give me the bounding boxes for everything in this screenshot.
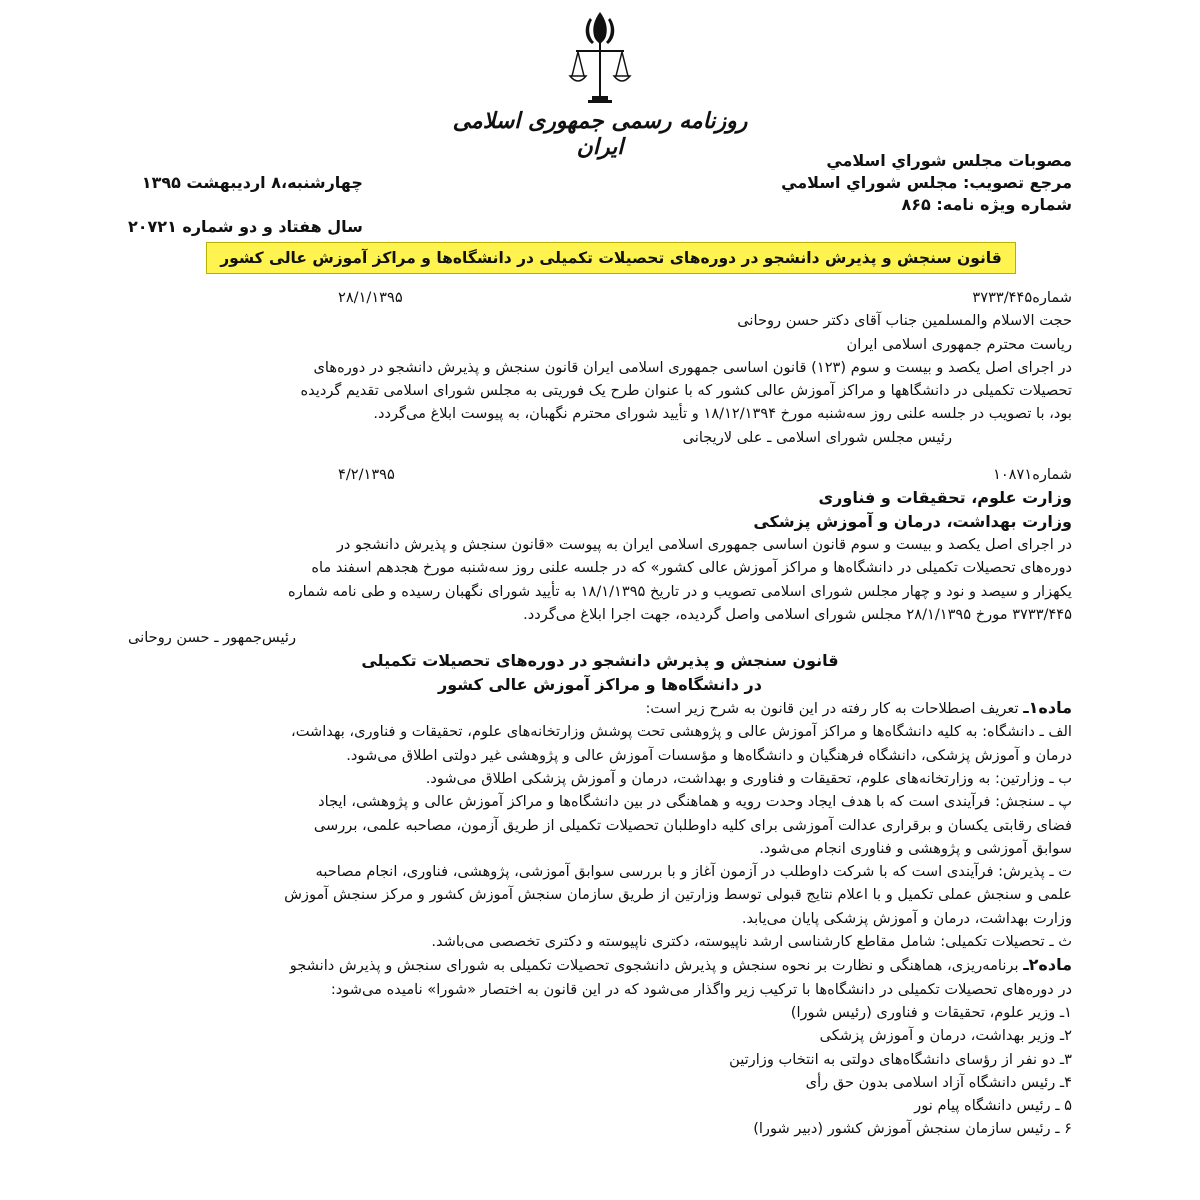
list-item: ۲ـ وزیر بهداشت، درمان و آموزش پزشکی <box>819 1027 1072 1045</box>
highlighted-law-title: قانون سنجش و پذیرش دانشجو در دوره‌های تحصیلات تکمیلی در دانشگاه‌ها و مراکز آموزش عالی کشور <box>206 242 1016 274</box>
year-issue-number: سال هفتاد و دو شماره ۲۰۷۲۱ <box>128 217 363 236</box>
article-2-intro: برنامه‌ریزی، هماهنگی و نظارت بر نحوه سنجش و پذیرش دانشجوی تحصیلات تکمیلی به شورای سنجش و پذیرش دانشجو <box>289 957 1024 975</box>
list-item: ۶ ـ رئیس سازمان سنجش آموزش کشور (دبیر شورا) <box>753 1120 1072 1138</box>
recipient: وزارت علوم، تحقیقات و فناوری <box>818 488 1072 508</box>
body-line: بود، با تصویب در جلسه علنی روز سه‌شنبه مورخ ۱۸/۱۲/۱۳۹۴ و تأیید شورای محترم نگهبان، به پیوست ابلاغ می‌گردد. <box>373 405 1072 423</box>
body-line: ب ـ وزارتین: به وزارتخانه‌های علوم، تحقیقات و فناوری و بهداشت، درمان و آموزش پزشکی اطلاق می‌شود. <box>425 769 1072 787</box>
body-line: ت ـ پذیرش: فرآیندی است که با شرکت داوطلب در آزمون آغاز و با بررسی سوابق آموزشی، پژوهشی، فناوری، انجام مصاحبه <box>315 863 1072 881</box>
body-line: در اجرای اصل یکصد و بیست و سوم (۱۲۳) قانون اساسی جمهوری اسلامی ایران قانون سنجش و پذیرش دانشجو در دوره‌های <box>313 358 1072 376</box>
body-line: ریاست محترم جمهوری اسلامی ایران <box>846 335 1072 353</box>
letter1-date: ۲۸/۱/۱۳۹۵ <box>338 289 403 306</box>
body-line: یکهزار و سیصد و نود و چهار مجلس شورای اسلامی تصویب و در تاریخ ۱۸/۱/۱۳۹۵ به تأیید شورای نگهبان رسیده و طی نامه شماره <box>287 582 1072 600</box>
list-item: ۵ ـ رئیس دانشگاه پیام نور <box>914 1097 1072 1115</box>
iran-emblem-scales-icon <box>568 10 632 110</box>
list-item: ۴ـ رئیس دانشگاه آزاد اسلامی بدون حق رأی <box>805 1073 1072 1091</box>
body-line: علمی و سنجش عملی تکمیل و با اعلام نتایج قبولی توسط وزارتین از طریق سازمان سنجش آموزش کشور و مرکز سنجش آموزش <box>284 886 1072 904</box>
document-body <box>128 286 1072 1141</box>
header-line: مصوبات مجلس شوراي اسلامي <box>826 151 1072 170</box>
body-line: پ ـ سنجش: فرآیندی است که با هدف ایجاد وحدت رویه و هماهنگی در بین دانشگاه‌ها و مراکز آموزش عالی و پژوهشی، ایجاد <box>318 793 1072 811</box>
article-2-label: ماده۲ـ <box>1023 955 1072 975</box>
letter1-signature: رئیس مجلس شورای اسلامی ـ علی لاریجانی <box>682 428 952 446</box>
letter2-number-row <box>128 463 1072 486</box>
law-title: قانون سنجش و پذیرش دانشجو در دوره‌های تحصیلات تکمیلی <box>361 651 839 671</box>
body-line: وزارت بهداشت، درمان و آموزش پزشکی پایان می‌یابد. <box>741 909 1072 927</box>
body-line: حجت الاسلام والمسلمین جناب آقای دکتر حسن روحانی <box>737 312 1072 330</box>
header-line: شماره ویژه نامه: ۸۶۵ <box>901 195 1072 214</box>
letter2-date: ۴/۲/۱۳۹۵ <box>338 466 395 484</box>
letter1-number-row <box>128 286 1072 309</box>
article-1-label: ماده۱ـ <box>1023 698 1072 718</box>
body-line: ۳۷۳۳/۴۴۵ مورخ ۲۸/۱/۱۳۹۵ مجلس شورای اسلامی واصل گردیده، جهت اجرا ابلاغ می‌گردد. <box>523 605 1072 623</box>
article-1-intro: تعریف اصطلاحات به کار رفته در این قانون به شرح زیر است: <box>645 700 1024 718</box>
body-line: فضای رقابتی یکسان و برقراری عدالت آموزشی برای کلیه داوطلبان تحصیلات تکمیلی از طریق آزمون، مصاحبه علمی، بررسی <box>313 816 1072 834</box>
law-title: در دانشگاه‌ها و مراکز آموزش عالی کشور <box>438 674 762 694</box>
body-line: ث ـ تحصیلات تکمیلی: شامل مقاطع کارشناسی ارشد ناپیوسته، دکتری ناپیوسته و دکتری تخصصی می‌باشد. <box>431 933 1072 951</box>
list-item: ۳ـ دو نفر از رؤسای دانشگاه‌های دولتی به انتخاب وزارتین <box>729 1050 1072 1068</box>
header-line: مرجع تصویب: مجلس شوراي اسلامي <box>781 173 1072 192</box>
header-left <box>128 150 363 238</box>
body-line: تحصیلات تکمیلی در دانشگاهها و مراکز آموزش عالی کشور که با عنوان طرح یک فوریتی به مجلس شورای اسلامی تقدیم گردیده <box>300 382 1072 400</box>
article-1-heading <box>128 696 1072 720</box>
letter1-number: شماره۳۷۳۳/۴۴۵ <box>972 289 1072 306</box>
gazette-name: روزنامه رسمی جمهوری اسلامی ایران <box>452 108 748 160</box>
body-line: سوابق آموزشی و پژوهشی و فناوری انجام می‌شود. <box>759 839 1072 857</box>
body-line: درمان و آموزش پزشکی، دانشگاه فرهنگیان و دانشگاه‌ها و مؤسسات آموزش عالی و پژوهشی غیر دولتی اطلاق می‌شود. <box>346 746 1072 764</box>
recipient: وزارت بهداشت، درمان و آموزش پزشکی <box>753 511 1072 531</box>
article-2-heading <box>128 953 1072 977</box>
body-line: دوره‌های تحصیلات تکمیلی در دانشگاه‌ها و مراکز آموزش عالی کشور» که در جلسه علنی روز سه‌شنبه مورخ هجدهم اسفند ماه <box>311 559 1072 577</box>
header-right <box>781 150 1072 216</box>
issue-date: چهارشنبه،۸ اردیبهشت ۱۳۹۵ <box>141 173 363 192</box>
list-item: ۱ـ وزیر علوم، تحقیقات و فناوری (رئیس شورا) <box>790 1003 1072 1021</box>
body-line: در دوره‌های تحصیلات تکمیلی در دانشگاه‌ها با ترکیب زیر واگذار می‌شود که در این قانون به اختصار «شورا» نامیده می‌شود: <box>330 980 1072 998</box>
body-line: الف ـ دانشگاه: به کلیه دانشگاه‌ها و مراکز آموزش عالی و پژوهشی تحت پوشش وزارتخانه‌های علوم، تحقیقات و فناوری، بهداشت، <box>290 723 1072 741</box>
letter2-signature: رئیس‌جمهور ـ حسن روحانی <box>128 629 297 647</box>
letter2-number: شماره۱۰۸۷۱ <box>992 466 1072 484</box>
body-line: در اجرای اصل یکصد و بیست و سوم قانون اساسی جمهوری اسلامی ایران به پیوست «قانون سنجش و پذیرش دانشجو در <box>336 535 1072 553</box>
